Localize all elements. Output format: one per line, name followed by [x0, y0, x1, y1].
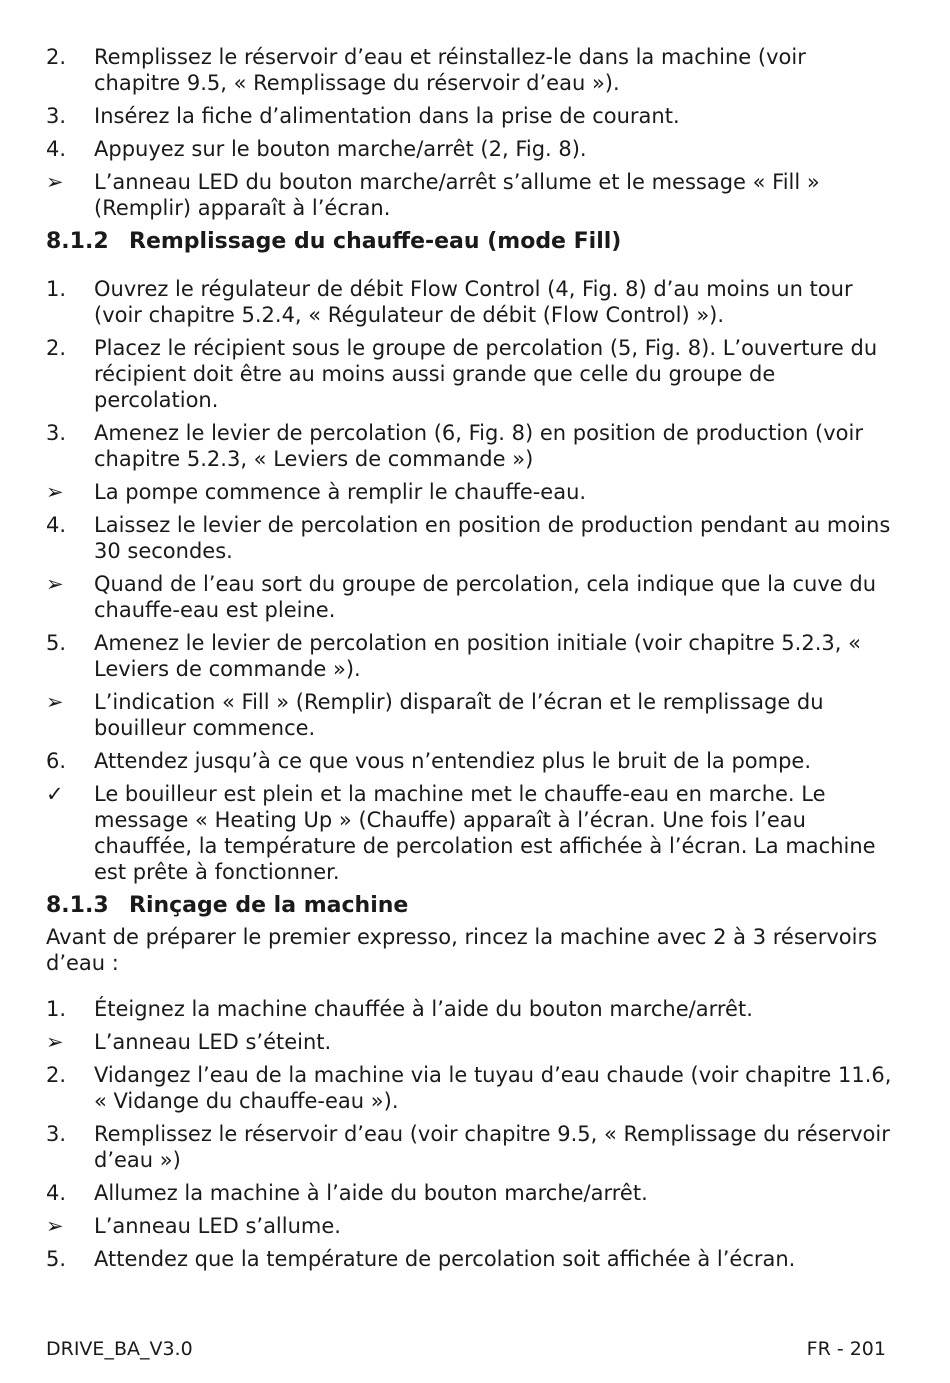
section-intro-paragraph: Avant de préparer le premier expresso, rincez la machine avec 2 à 3 réservoirs d’eau :: [46, 925, 878, 975]
list-item: [46, 1246, 896, 1272]
fill-step-list: [46, 276, 896, 885]
list-item-text: Appuyez sur le bouton marche/arrêt (2, Fig. 8).: [94, 137, 587, 161]
section-title: Remplissage du chauffe-eau (mode Fill): [129, 229, 622, 254]
list-item-text: Insérez la fiche d’alimentation dans la prise de courant.: [94, 104, 680, 128]
list-item: [46, 630, 896, 682]
list-item-text: La pompe commence à remplir le chauffe-eau.: [94, 480, 587, 504]
list-item-text: Le bouilleur est plein et la machine met le chauffe-eau en marche. Le message « Heating Up » (Chauffe) apparaît à l’écran. Une fois l’eau chauffée, la température de percolation est affichée à l’écran. La machine est prête à fonctionner.: [94, 782, 876, 884]
step-number: 5.: [46, 631, 67, 655]
section-number: 8.1.2: [46, 229, 109, 254]
page-footer: [46, 1338, 886, 1360]
list-item-text: L’anneau LED du bouton marche/arrêt s’allume et le message « Fill » (Remplir) apparaît à l’écran.: [94, 170, 820, 220]
section-heading-812: [46, 228, 896, 256]
list-item: [46, 136, 896, 162]
list-item-text: Vidangez l’eau de la machine via le tuyau d’eau chaude (voir chapitre 11.6, « Vidange du chauffe-eau »).: [94, 1063, 892, 1113]
list-item: [46, 1029, 896, 1055]
list-item: [46, 335, 896, 413]
list-item-text: Quand de l’eau sort du groupe de percolation, cela indique que la cuve du chauffe-eau est pleine.: [94, 572, 877, 622]
manual-page: [46, 44, 896, 1279]
arrow-bullet-icon: ➢: [46, 572, 64, 596]
list-item: [46, 689, 896, 741]
document-id: DRIVE_BA_V3.0: [46, 1338, 193, 1360]
arrow-bullet-icon: ➢: [46, 1030, 64, 1054]
list-item-text: Amenez le levier de percolation en position initiale (voir chapitre 5.2.3, « Leviers de commande »).: [94, 631, 861, 681]
list-item: [46, 571, 896, 623]
step-number: 2.: [46, 336, 67, 360]
intro-step-list: [46, 44, 896, 221]
list-item-text: Remplissez le réservoir d’eau (voir chapitre 9.5, « Remplissage du réservoir d’eau »): [94, 1122, 890, 1172]
list-item: [46, 1062, 896, 1114]
list-item-text: L’anneau LED s’éteint.: [94, 1030, 332, 1054]
step-number: 1.: [46, 277, 67, 301]
list-item-text: L’indication « Fill » (Remplir) disparaît de l’écran et le remplissage du bouilleur commence.: [94, 690, 824, 740]
step-number: 4.: [46, 137, 67, 161]
list-item: [46, 1121, 896, 1173]
arrow-bullet-icon: ➢: [46, 170, 64, 194]
step-number: 4.: [46, 1181, 67, 1205]
checkmark-icon: ✓: [46, 782, 64, 806]
step-number: 3.: [46, 104, 67, 128]
section-number: 8.1.3: [46, 893, 109, 918]
list-item: [46, 1213, 896, 1239]
list-item: [46, 169, 896, 221]
step-number: 6.: [46, 749, 67, 773]
list-item-text: Placez le récipient sous le groupe de percolation (5, Fig. 8). L’ouverture du récipient doit être au moins aussi grande que celle du groupe de percolation.: [94, 336, 878, 412]
arrow-bullet-icon: ➢: [46, 690, 64, 714]
list-item: [46, 103, 896, 129]
section-heading-813: [46, 892, 896, 920]
step-number: 1.: [46, 997, 67, 1021]
list-item: [46, 276, 896, 328]
list-item-text: L’anneau LED s’allume.: [94, 1214, 341, 1238]
step-number: 4.: [46, 513, 67, 537]
step-number: 5.: [46, 1247, 67, 1271]
list-item: [46, 996, 896, 1022]
list-item: [46, 1180, 896, 1206]
list-item-text: Ouvrez le régulateur de débit Flow Control (4, Fig. 8) d’au moins un tour (voir chapitre 5.2.4, « Régulateur de débit (Flow Control) »).: [94, 277, 853, 327]
list-item-text: Attendez que la température de percolation soit affichée à l’écran.: [94, 1247, 796, 1271]
list-item: [46, 781, 896, 885]
step-number: 3.: [46, 1122, 67, 1146]
list-item: [46, 748, 896, 774]
step-number: 2.: [46, 1063, 67, 1087]
step-number: 2.: [46, 45, 67, 69]
list-item: [46, 479, 896, 505]
list-item-text: Amenez le levier de percolation (6, Fig. 8) en position de production (voir chapitre 5.2.3, « Leviers de commande »): [94, 421, 863, 471]
list-item-text: Allumez la machine à l’aide du bouton marche/arrêt.: [94, 1181, 648, 1205]
list-item-text: Éteignez la machine chauffée à l’aide du bouton marche/arrêt.: [94, 997, 753, 1021]
list-item-text: Attendez jusqu’à ce que vous n’entendiez plus le bruit de la pompe.: [94, 749, 812, 773]
list-item: [46, 512, 896, 564]
arrow-bullet-icon: ➢: [46, 480, 64, 504]
list-item: [46, 44, 896, 96]
page-number: FR - 201: [806, 1338, 886, 1360]
list-item: [46, 420, 896, 472]
list-item-text: Remplissez le réservoir d’eau et réinstallez-le dans la machine (voir chapitre 9.5, « Remplissage du réservoir d’eau »).: [94, 45, 806, 95]
list-item-text: Laissez le levier de percolation en position de production pendant au moins 30 secondes.: [94, 513, 891, 563]
section-title: Rinçage de la machine: [129, 893, 409, 918]
rinse-step-list: [46, 996, 896, 1272]
arrow-bullet-icon: ➢: [46, 1214, 64, 1238]
step-number: 3.: [46, 421, 67, 445]
